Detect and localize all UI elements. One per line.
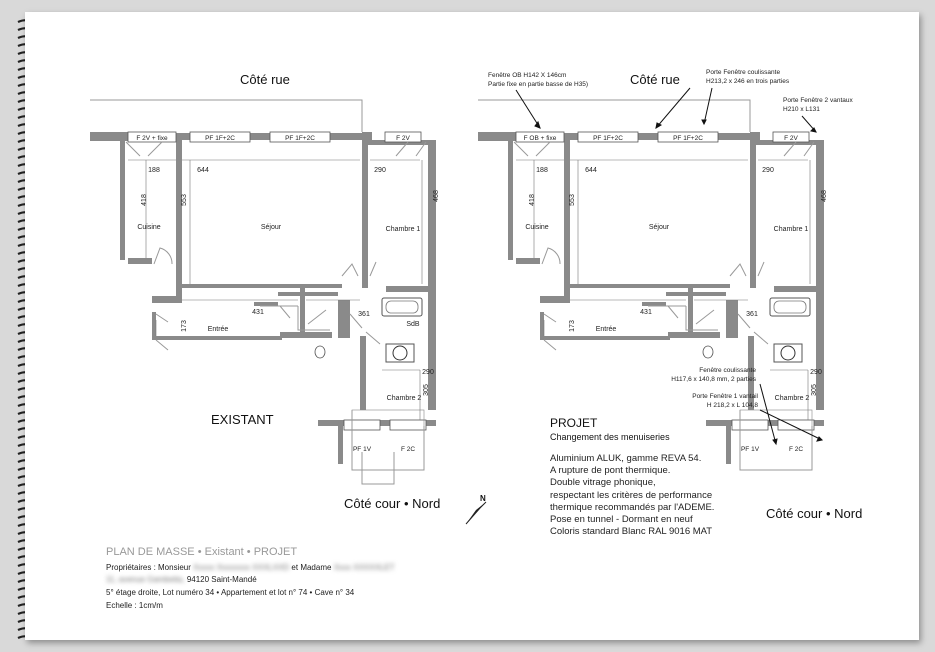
room-bedroom-2: Chambre 2 bbox=[774, 395, 810, 402]
note-window-ob-1: Fenêtre OB H142 X 146cm bbox=[488, 72, 567, 79]
room-living: Séjour bbox=[260, 224, 282, 231]
window-label: F OB + fixe bbox=[523, 135, 557, 142]
window-label: PF 1F+2C bbox=[673, 135, 703, 142]
room-entrance: Entrée bbox=[207, 326, 229, 333]
court-side-label: Côté cour • Nord bbox=[344, 496, 441, 511]
address-redacted: 11, avenue Gambetta, bbox=[106, 575, 185, 584]
court-side-label: Côté cour • Nord bbox=[766, 506, 863, 521]
window-label: PF 1F+2C bbox=[593, 135, 623, 142]
spec-line: Double vitrage phonique, bbox=[550, 477, 656, 489]
room-entrance: Entrée bbox=[595, 326, 617, 333]
spec-line: Aluminium ALUK, gamme REVA 54. bbox=[550, 453, 702, 464]
scale-info: Echelle : 1cm/m bbox=[106, 601, 163, 610]
note-sliding-door-1: Porte Fenêtre coulissante bbox=[706, 69, 781, 76]
dim-468: 468 bbox=[433, 190, 440, 202]
note-sliding-window-2: H117,6 x 140,8 mm, 2 parties bbox=[671, 376, 756, 383]
dim-290: 290 bbox=[762, 167, 774, 174]
owners-mid: et Madame bbox=[291, 563, 332, 572]
dim-553: 553 bbox=[181, 194, 188, 206]
floor-info: 5° étage droite, Lot numéro 34 • Appartement et lot n° 74 • Cave n° 34 bbox=[106, 588, 355, 597]
room-kitchen: Cuisine bbox=[137, 224, 161, 231]
window-label: PF 1F+2C bbox=[285, 135, 315, 142]
dim-644: 644 bbox=[585, 167, 597, 174]
footer-title: PLAN DE MASSE • Existant • PROJET bbox=[106, 546, 298, 558]
spec-line: thermique recommandés par l'ADEME. bbox=[550, 501, 715, 513]
room-bedroom-1: Chambre 1 bbox=[773, 226, 809, 233]
owners-prefix: Propriétaires : Monsieur bbox=[106, 563, 191, 572]
dim-173: 173 bbox=[181, 320, 188, 332]
note-single-door-2: H 218,2 x L 104,8 bbox=[706, 402, 758, 409]
address-city: 94120 Saint-Mandé bbox=[186, 575, 257, 584]
street-side-label: Côté rue bbox=[240, 72, 290, 87]
room-bathroom: SdB bbox=[406, 321, 420, 328]
north-label: N bbox=[480, 494, 486, 503]
dim-418: 418 bbox=[529, 194, 536, 206]
window-label: F 2C bbox=[400, 446, 416, 453]
room-kitchen: Cuisine bbox=[525, 224, 549, 231]
spec-list bbox=[550, 453, 714, 538]
dim-173: 173 bbox=[569, 320, 576, 332]
north-arrow-icon bbox=[466, 502, 486, 524]
dim-431: 431 bbox=[640, 309, 652, 316]
window-label: F 2V bbox=[396, 135, 410, 142]
note-window-ob-2: Partie fixe en partie basse de H35) bbox=[488, 81, 589, 88]
dim-361: 361 bbox=[746, 311, 758, 318]
note-sliding-window-1: Fenêtre coulissante bbox=[699, 367, 756, 374]
dim-431: 431 bbox=[252, 309, 264, 316]
owner-name-redacted: Xxxx XXXXXLET bbox=[333, 563, 395, 572]
window-label: PF 1F+2C bbox=[205, 135, 235, 142]
spec-line: Pose en tunnel - Dormant en neuf bbox=[550, 514, 693, 526]
window-label: F 2C bbox=[788, 446, 804, 453]
dim-305: 305 bbox=[811, 384, 818, 396]
room-living: Séjour bbox=[648, 224, 670, 231]
address-line bbox=[106, 573, 257, 586]
dim-418: 418 bbox=[141, 194, 148, 206]
dim-553: 553 bbox=[569, 194, 576, 206]
window-label: PF 1V bbox=[740, 446, 760, 453]
window-label: F 2V bbox=[784, 135, 798, 142]
dim-188: 188 bbox=[148, 167, 160, 174]
dim-290b: 290 bbox=[422, 369, 434, 376]
dim-290b: 290 bbox=[810, 369, 822, 376]
dim-290: 290 bbox=[374, 167, 386, 174]
note-sliding-door-2: H213,2 x 246 en trois parties bbox=[706, 78, 790, 85]
dim-305: 305 bbox=[423, 384, 430, 396]
dim-188: 188 bbox=[536, 167, 548, 174]
spec-line: A rupture de pont thermique. bbox=[550, 465, 671, 477]
dim-644: 644 bbox=[197, 167, 209, 174]
dim-361: 361 bbox=[358, 311, 370, 318]
spec-line: Coloris standard Blanc RAL 9016 MAT bbox=[550, 526, 713, 538]
dim-468: 468 bbox=[821, 190, 828, 202]
project-subtitle: Changement des menuiseries bbox=[550, 432, 670, 442]
window-label: F 2V + fixe bbox=[136, 135, 168, 142]
project-title: PROJET bbox=[550, 416, 598, 430]
existing-label: EXISTANT bbox=[211, 412, 274, 427]
spec-line: respectant les critères de performance bbox=[550, 489, 713, 501]
room-bedroom-1: Chambre 1 bbox=[385, 226, 421, 233]
owner-name-redacted: Xxxxx Xxxxxxxx XXXLXXD bbox=[193, 563, 290, 572]
street-side-label: Côté rue bbox=[630, 72, 680, 87]
window-label: PF 1V bbox=[352, 446, 372, 453]
note-double-door-2: H210 x L131 bbox=[783, 106, 820, 113]
note-single-door-1: Porte Fenêtre 1 vantail bbox=[692, 393, 758, 400]
note-double-door-1: Porte Fenêtre 2 vantaux bbox=[783, 97, 853, 104]
room-bedroom-2: Chambre 2 bbox=[386, 395, 422, 402]
